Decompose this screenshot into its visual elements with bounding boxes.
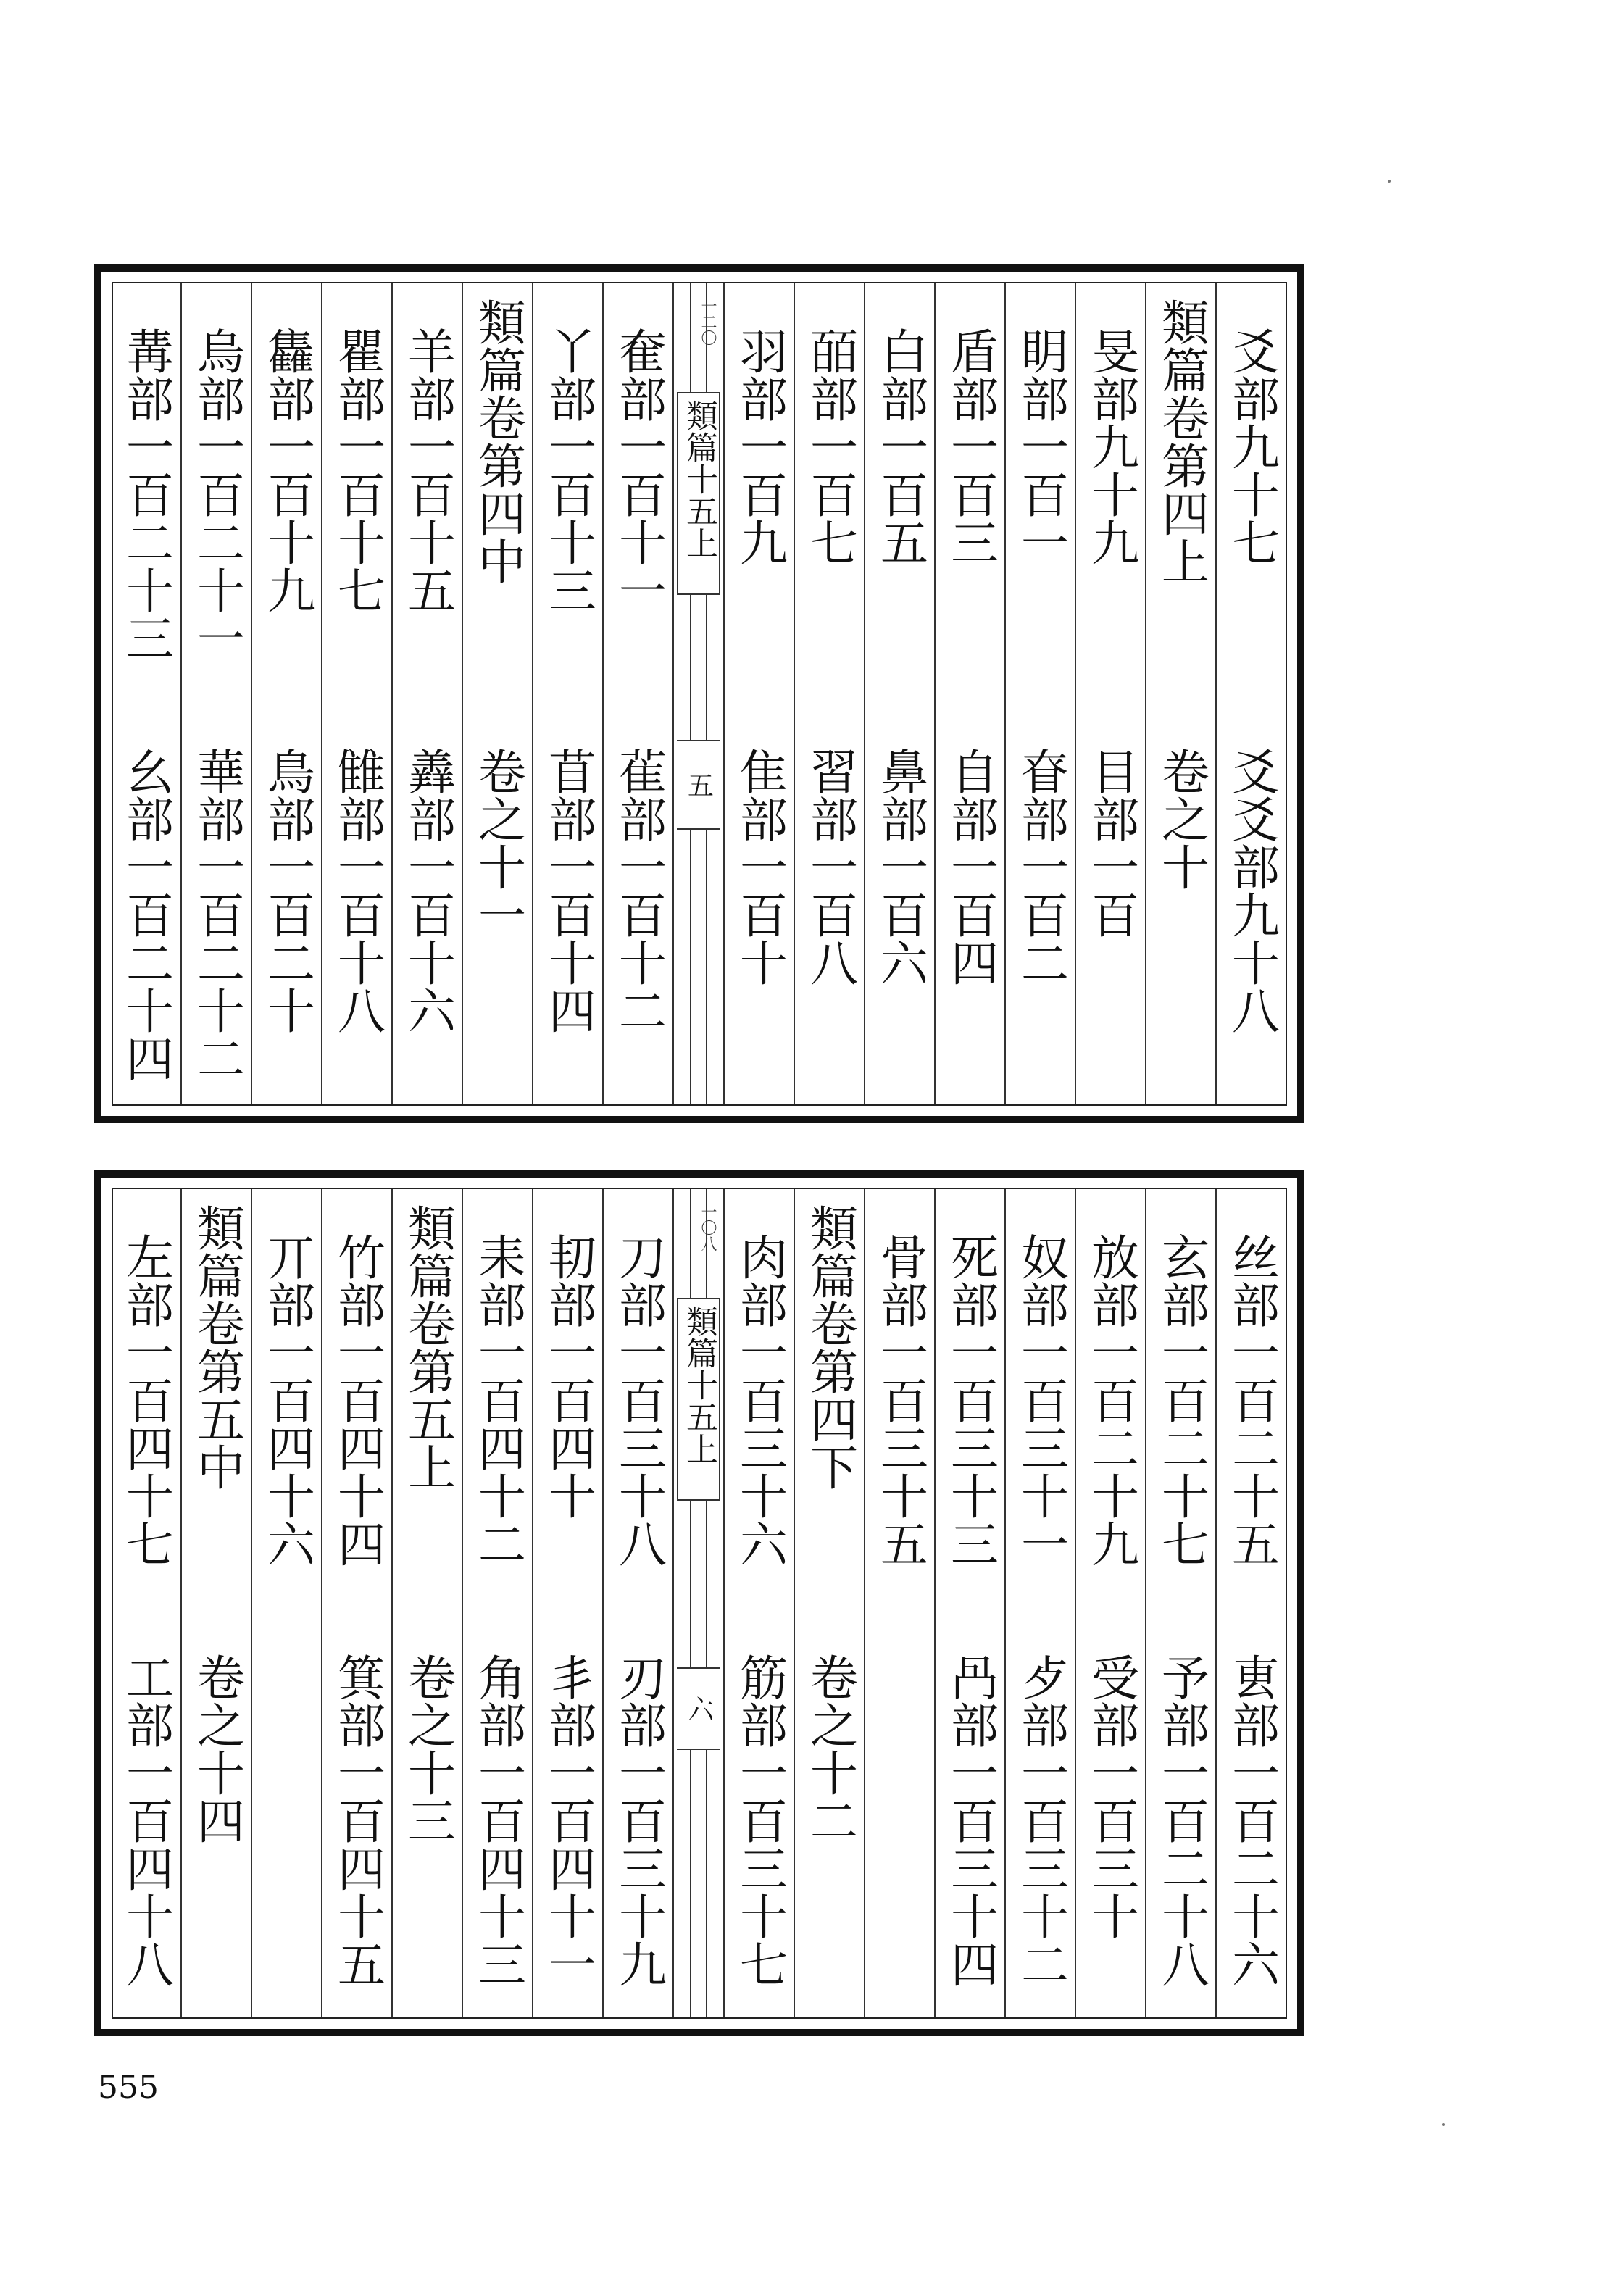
top-col-11 [462, 283, 532, 1104]
bottom-col-5 [934, 1189, 1004, 2017]
entry: 丯部一百四十一 [540, 1653, 596, 1988]
entry: 玄部一百二十七 [1153, 1233, 1209, 1567]
entry: 白部一百五 [872, 327, 928, 566]
top-col-13 [321, 283, 391, 1104]
center-fold [672, 1189, 723, 2017]
top-col-9 [602, 283, 672, 1104]
entry: 烏部一百二十一 [188, 327, 245, 662]
entry: 雔部一百十八 [329, 747, 386, 1034]
bottom-col-3 [1075, 1189, 1145, 2017]
entry: 旻部九十九 [1083, 327, 1139, 566]
entry: 刃部一百三十九 [610, 1653, 667, 1988]
entry: 竹部一百四十四 [329, 1233, 386, 1567]
entry: 盾部一百三 [942, 327, 999, 566]
bottom-col-7 [794, 1189, 864, 2017]
top-col-2 [1145, 283, 1215, 1104]
volume-title: 類篇卷第四中 [470, 298, 526, 585]
top-col-6 [864, 283, 934, 1104]
entry: 奴部一百三十一 [1012, 1233, 1069, 1567]
entry: 羴部一百十六 [399, 747, 456, 1034]
fold-title: 類篇十五上 [677, 392, 720, 595]
bottom-col-8 [723, 1189, 794, 2017]
entry: 受部一百三十 [1083, 1653, 1139, 1940]
entry: 奞部一百十一 [610, 327, 667, 614]
entry: 㓞部一百四十 [540, 1233, 596, 1520]
entry: 爻爻部九十八 [1223, 747, 1280, 1034]
bottom-col-12 [391, 1189, 462, 2017]
entry: 眘部一百二 [1012, 747, 1069, 986]
volume-title: 類篇卷第五上 [399, 1204, 456, 1491]
bottom-col-14 [251, 1189, 321, 2017]
bottom-col-16 [110, 1189, 180, 2017]
entry: 雈部一百十二 [610, 747, 667, 1034]
fold-marker: 一〇八 [699, 1204, 717, 1251]
juan-label: 卷之十二 [801, 1653, 858, 1844]
entry: 苜部一百十四 [540, 747, 596, 1034]
top-panel [94, 264, 1304, 1123]
speck [1442, 2123, 1445, 2126]
top-col-16 [110, 283, 180, 1104]
entry: 瞿部一百十七 [329, 327, 386, 614]
bottom-col-15 [180, 1189, 251, 2017]
entry: 丌部一百四十六 [259, 1233, 315, 1567]
entry: 冎部一百三十四 [942, 1653, 999, 1988]
entry: 幺部一百二十四 [117, 747, 174, 1082]
entry: 肉部一百三十六 [731, 1233, 788, 1567]
entry: 皕部一百七 [801, 327, 858, 566]
top-col-15 [180, 283, 251, 1104]
bottom-panel [94, 1170, 1304, 2036]
bottom-col-1 [1215, 1189, 1286, 2017]
page-number: 555 [98, 2069, 159, 2106]
entry: 叀部一百二十六 [1223, 1653, 1280, 1988]
entry: 角部一百四十三 [470, 1653, 526, 1988]
bottom-col-6 [864, 1189, 934, 2017]
entry: 爻部九十七 [1223, 327, 1280, 566]
top-col-4 [1004, 283, 1075, 1104]
entry: 予部一百二十八 [1153, 1653, 1209, 1988]
entry: 鳥部一百二十 [259, 747, 315, 1034]
entry: 刀部一百三十八 [610, 1233, 667, 1567]
entry: 工部一百四十八 [117, 1653, 174, 1988]
volume-title: 類篇卷第四下 [801, 1204, 858, 1491]
entry: 眀部一百一 [1012, 327, 1069, 566]
top-col-12 [391, 283, 462, 1104]
top-col-10 [532, 283, 602, 1104]
juan-label: 卷之十一 [470, 747, 526, 938]
entry: 鼻部一百六 [872, 747, 928, 986]
volume-title: 類篇卷第五中 [188, 1204, 245, 1491]
bottom-col-11 [462, 1189, 532, 2017]
fold-title: 類篇十五上 [677, 1298, 720, 1501]
top-col-14 [251, 283, 321, 1104]
bottom-col-9 [602, 1189, 672, 2017]
volume-title: 類篇卷第四上 [1153, 298, 1209, 585]
entry: 耒部一百四十二 [470, 1233, 526, 1567]
bottom-col-4 [1004, 1189, 1075, 2017]
entry: 筋部一百三十七 [731, 1653, 788, 1988]
bottom-col-2 [1145, 1189, 1215, 2017]
juan-label: 卷之十四 [188, 1653, 245, 1844]
fold-marker: 一二〇 [699, 298, 717, 346]
entry: 雥部一百十九 [259, 327, 315, 614]
bottom-col-13 [321, 1189, 391, 2017]
entry: 丝部一百二十五 [1223, 1233, 1280, 1567]
juan-label: 卷之十 [1153, 747, 1209, 891]
entry: 左部一百四十七 [117, 1233, 174, 1567]
entry: 歺部一百三十二 [1012, 1653, 1069, 1988]
top-col-7 [794, 283, 864, 1104]
bottom-col-10 [532, 1189, 602, 2017]
entry: 箕部一百四十五 [329, 1653, 386, 1988]
speck [1388, 180, 1391, 183]
bottom-panel-grid [112, 1188, 1287, 2019]
entry: 丫部一百十三 [540, 327, 596, 614]
entry: 骨部一百三十五 [872, 1233, 928, 1567]
entry: 自部一百四 [942, 747, 999, 986]
leaf-number: 六 [677, 1667, 720, 1750]
center-fold [672, 283, 723, 1104]
top-panel-grid [112, 282, 1287, 1106]
juan-label: 卷之十三 [399, 1653, 456, 1844]
top-col-5 [934, 283, 1004, 1104]
entry: 目部一百 [1083, 747, 1139, 938]
entry: 冓部一百二十三 [117, 327, 174, 662]
top-col-3 [1075, 283, 1145, 1104]
top-col-8 [723, 283, 794, 1104]
leaf-number: 五 [677, 740, 720, 830]
entry: 華部一百二十二 [188, 747, 245, 1082]
entry: 習部一百八 [801, 747, 858, 986]
entry: 隹部一百十 [731, 747, 788, 986]
entry: 死部一百三十三 [942, 1233, 999, 1567]
entry: 羊部一百十五 [399, 327, 456, 614]
top-col-1 [1215, 283, 1286, 1104]
entry: 放部一百二十九 [1083, 1233, 1139, 1567]
entry: 羽部一百九 [731, 327, 788, 566]
